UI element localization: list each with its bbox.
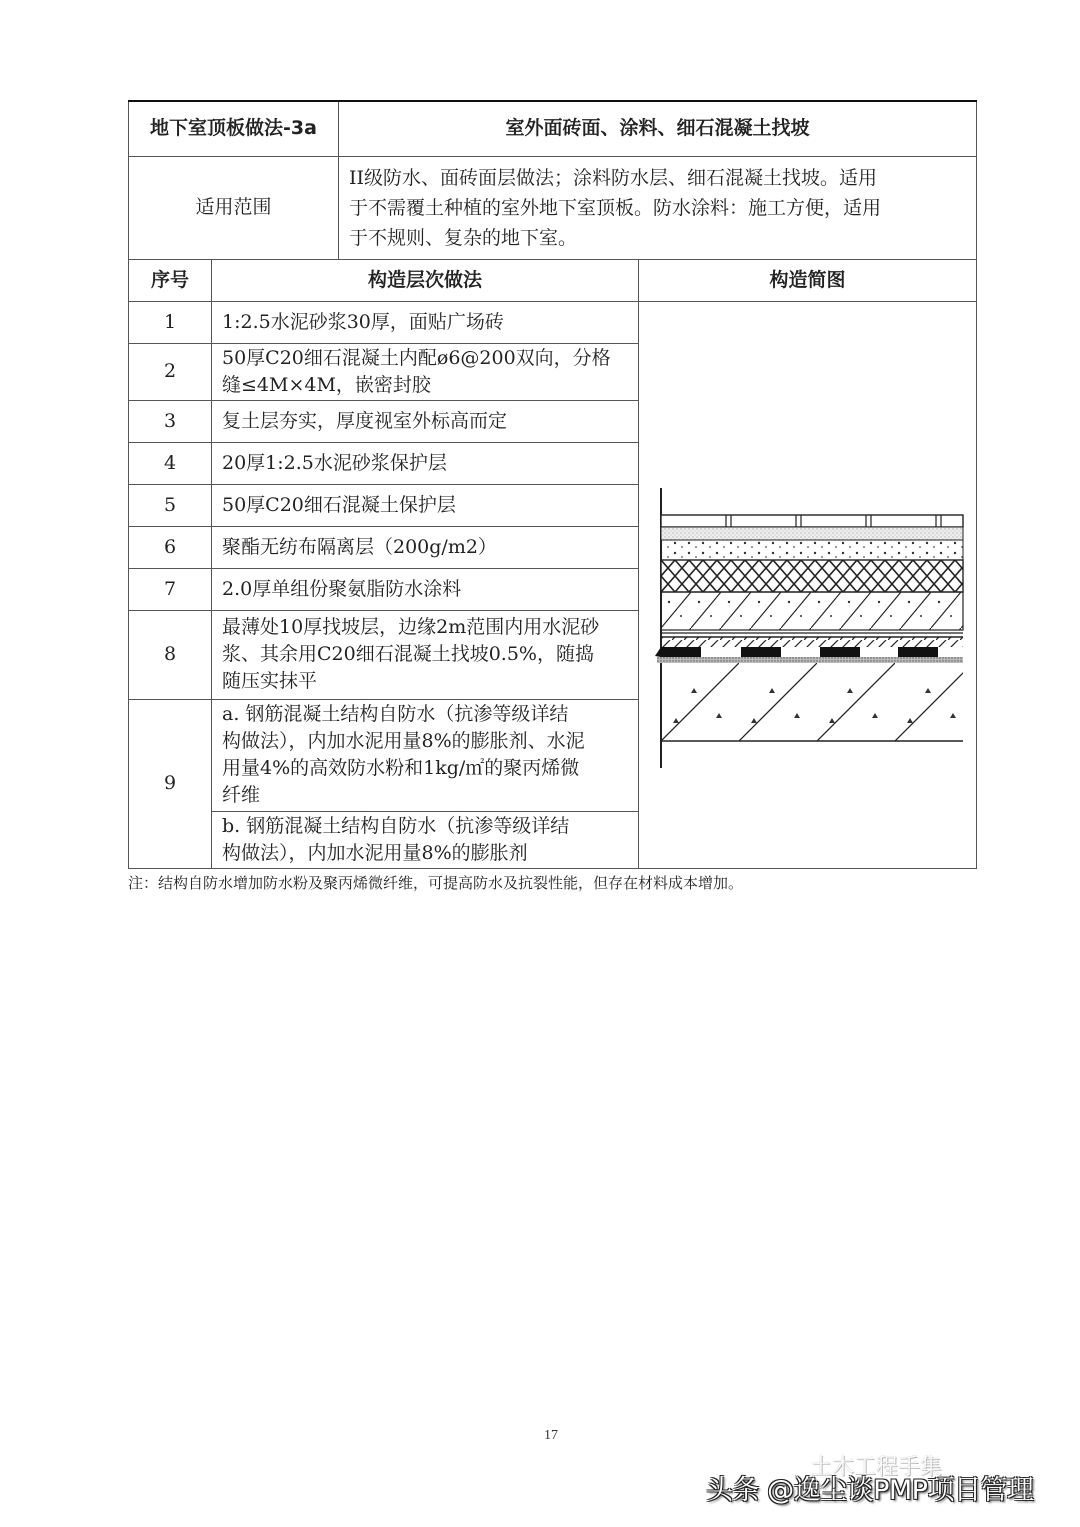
- layer-no: 6: [129, 526, 212, 568]
- table-row: [129, 301, 977, 343]
- layer-line: 用量4%的高效防水粉和1kg/㎡的聚丙烯微: [222, 757, 580, 779]
- scope-line: 于不需覆土种植的室外地下室顶板。防水涂料：施工方便，适用: [349, 196, 882, 219]
- layer-line: 构做法），内加水泥用量8%的膨胀剂: [222, 841, 528, 864]
- layer-line: 构做法），内加水泥用量8%的膨胀剂、水泥: [222, 730, 585, 752]
- construction-section-diagram: [655, 480, 970, 775]
- col-header-no: 序号: [129, 259, 212, 301]
- layer-no: 9: [129, 699, 212, 868]
- layer-line: 50厚C20细石混凝土内配ø6@200双向，分格: [222, 346, 611, 369]
- layer-method: [212, 400, 639, 442]
- layer-line: 1:2.5水泥砂浆30厚，面贴广场砖: [222, 310, 504, 333]
- layer-line: 最薄处10厚找坡层，边缘2m范围内用水泥砂: [222, 616, 600, 638]
- layer-method-option-a: [212, 699, 639, 811]
- layer-method: [212, 610, 639, 699]
- layer-no: 7: [129, 568, 212, 610]
- layer-line: 20厚1:2.5水泥砂浆保护层: [222, 451, 447, 474]
- footnote: 注：结构自防水增加防水粉及聚丙烯微纤维，可提高防水及抗裂性能，但存在材料成本增加。: [128, 874, 744, 892]
- waterproof-coating-layer: [655, 647, 963, 657]
- layer-no: 1: [129, 301, 212, 343]
- layer-line: 浆、其余用C20细石混凝土找坡0.5%，随捣: [222, 643, 594, 665]
- scope-text: [339, 156, 977, 259]
- paving-tile-layer: [661, 515, 963, 527]
- scope-line: 于不规则、复杂的地下室。: [349, 226, 578, 249]
- structural-slab: [661, 663, 963, 741]
- layer-no: 3: [129, 400, 212, 442]
- mortar-layer: [661, 527, 963, 540]
- layer-no: 4: [129, 442, 212, 484]
- layer-no: 5: [129, 484, 212, 526]
- layer-line: 缝≤4M×4M，嵌密封胶: [222, 373, 431, 396]
- layer-line: 2.0厚单组份聚氨脂防水涂料: [222, 577, 462, 600]
- layer-method: [212, 484, 639, 526]
- col-header-method: 构造层次做法: [212, 259, 639, 301]
- layer-method: [212, 442, 639, 484]
- layer-line: b. 钢筋混凝土结构自防水（抗渗等级详结: [222, 814, 570, 837]
- method-code: 地下室顶板做法-3a: [129, 101, 339, 156]
- layer-method: [212, 568, 639, 610]
- layer-line: 纤维: [222, 784, 261, 806]
- layer-line: 50厚C20细石混凝土保护层: [222, 493, 456, 516]
- layer-line: 复土层夯实，厚度视室外标高而定: [222, 409, 508, 432]
- page-number: 17: [544, 1428, 558, 1443]
- fine-concrete-layer: [661, 540, 963, 560]
- layer-no: 8: [129, 610, 212, 699]
- watermark-faint: 土木工程手集: [810, 1455, 943, 1480]
- backfill-layer: [661, 560, 963, 592]
- layer-line: 聚酯无纺布隔离层（200g/m2）: [222, 535, 497, 558]
- slope-finding-layer: [657, 657, 963, 663]
- scope-line: II级防水、面砖面层做法；涂料防水层、细石混凝土找坡。适用: [349, 166, 878, 189]
- scope-label: 适用范围: [129, 156, 339, 259]
- layer-method: [212, 301, 639, 343]
- layer-method: [212, 526, 639, 568]
- slope-layer: [661, 637, 963, 647]
- layer-line: a. 钢筋混凝土结构自防水（抗渗等级详结: [222, 703, 569, 725]
- method-title: 室外面砖面、涂料、细石混凝土找坡: [339, 101, 977, 156]
- layer-line: 随压实抹平: [222, 670, 318, 692]
- protective-concrete-layer: [661, 592, 963, 630]
- layer-no: 2: [129, 343, 212, 400]
- col-header-diagram: 构造简图: [639, 259, 977, 301]
- layer-method: [212, 343, 639, 400]
- layer-method-option-b: [212, 811, 639, 868]
- watermark: 头条 @逸尘谈PMP项目管理: [706, 1475, 1034, 1506]
